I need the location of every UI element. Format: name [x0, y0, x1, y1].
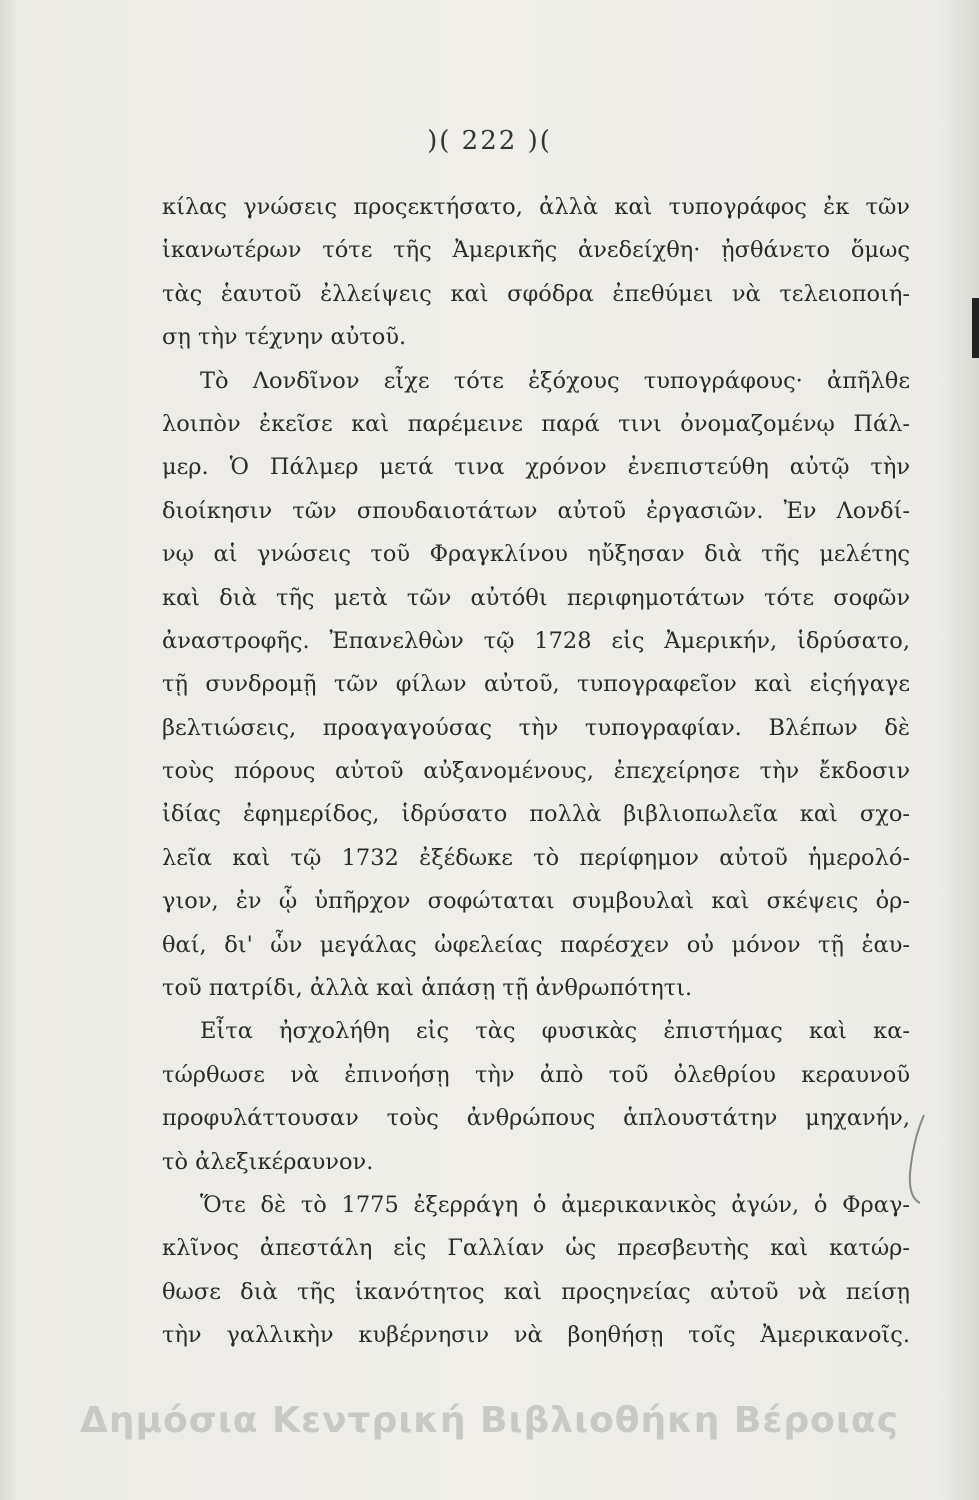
text-line: καὶ διὰ τῆς μετὰ τῶν αὐτόθι περιφημοτάτων τότε σοφῶν [162, 584, 910, 611]
text-line: μερ. Ὁ Πάλμερ μετά τινα χρόνον ἐνεπιστεύθη αὐτῷ τὴν [162, 454, 910, 481]
text-line: Ὅτε δὲ τὸ 1775 ἐξερράγη ὁ ἀμερικανικὸς ἀγών, ὁ Φραγ- [200, 1191, 910, 1218]
body-text [162, 186, 910, 1358]
page-edge-mark [972, 298, 979, 358]
text-line: κίλας γνώσεις προςεκτήσατο, ἀλλὰ καὶ τυπογράφος ἐκ τῶν [162, 194, 910, 220]
text-line: λεῖα καὶ τῷ 1732 ἐξέδωκε τὸ περίφημον αὐτοῦ ἡμερολό- [162, 844, 910, 871]
text-line: διοίκησιν τῶν σπουδαιοτάτων αὐτοῦ ἐργασιῶν. Ἐν Λονδί- [162, 497, 910, 524]
text-line: τώρθωσε νὰ ἐπινοήσῃ τὴν ἀπὸ τοῦ ὀλεθρίου κεραυνοῦ [162, 1061, 910, 1088]
text-line: κλῖνος ἀπεστάλη εἰς Γαλλίαν ὡς πρεσβευτὴς καὶ κατώρ- [162, 1235, 910, 1262]
text-line: θωσε διὰ τῆς ἱκανότητος καὶ προςηνείας αὐτοῦ νὰ πείσῃ [162, 1278, 910, 1305]
text-line: Τὸ Λονδῖνον εἶχε τότε ἐξόχους τυπογράφους· ἀπῆλθε [200, 367, 910, 394]
page-number: )( 222 )( [427, 126, 552, 156]
text-line: τῇ συνδρομῇ τῶν φίλων αὐτοῦ, τυπογραφεῖον καὶ εἰςήγαγε [162, 671, 910, 698]
text-line: θαί, δι' ὧν μεγάλας ὠφελείας παρέσχεν οὐ μόνον τῇ ἑαυ- [162, 931, 910, 958]
text-line: ἱκανωτέρων τότε τῆς Ἀμερικῆς ἀνεδείχθη· ᾐσθάνετο ὅμως [162, 237, 910, 264]
text-line: βελτιώσεις, προαγαγούσας τὴν τυπογραφίαν. Βλέπων δὲ [162, 714, 910, 741]
text-line: νῳ αἱ γνώσεις τοῦ Φραγκλίνου ηὔξησαν διὰ τῆς μελέτης [162, 541, 910, 568]
pencil-mark [906, 1113, 928, 1205]
text-line: τὰς ἑαυτοῦ ἐλλείψεις καὶ σφόδρα ἐπεθύμει νὰ τελειοποιή- [162, 280, 910, 307]
text-line: λοιπὸν ἐκεῖσε καὶ παρέμεινε παρά τινι ὀνομαζομένῳ Πάλ- [162, 410, 910, 437]
text-line: τοὺς πόρους αὐτοῦ αὐξανομένους, ἐπεχείρησε τὴν ἔκδοσιν [162, 758, 910, 785]
text-line: γιον, ἐν ᾧ ὑπῆρχον σοφώταται συμβουλαὶ καὶ σκέψεις ὀρ- [162, 888, 910, 915]
text-line: τὴν γαλλικὴν κυβέρνησιν νὰ βοηθήσῃ τοῖς Ἀμερικανοῖς. [162, 1322, 910, 1349]
text-line: προφυλάττουσαν τοὺς ἀνθρώπους ἁπλουστάτην μηχανήν, [162, 1105, 910, 1132]
text-line: ἀναστροφῆς. Ἐπανελθὼν τῷ 1728 εἰς Ἀμερικήν, ἱδρύσατο, [162, 627, 910, 654]
text-line: τὸ ἀλεξικέραυνον. [162, 1148, 374, 1175]
text-line: ἰδίας ἐφημερίδος, ἱδρύσατο πολλὰ βιβλιοπωλεῖα καὶ σχο- [162, 801, 910, 828]
text-line: Εἶτα ἠσχολήθη εἰς τὰς φυσικὰς ἐπιστήμας καὶ κα- [200, 1018, 910, 1045]
text-line: σῃ τὴν τέχνην αὐτοῦ. [162, 324, 407, 351]
text-line: τοῦ πατρίδι, ἀλλὰ καὶ ἁπάσῃ τῇ ἀνθρωπότητι. [162, 975, 693, 1002]
library-watermark: Δημόσια Κεντρική Βιβλιοθήκη Βέροιας [80, 1400, 899, 1441]
